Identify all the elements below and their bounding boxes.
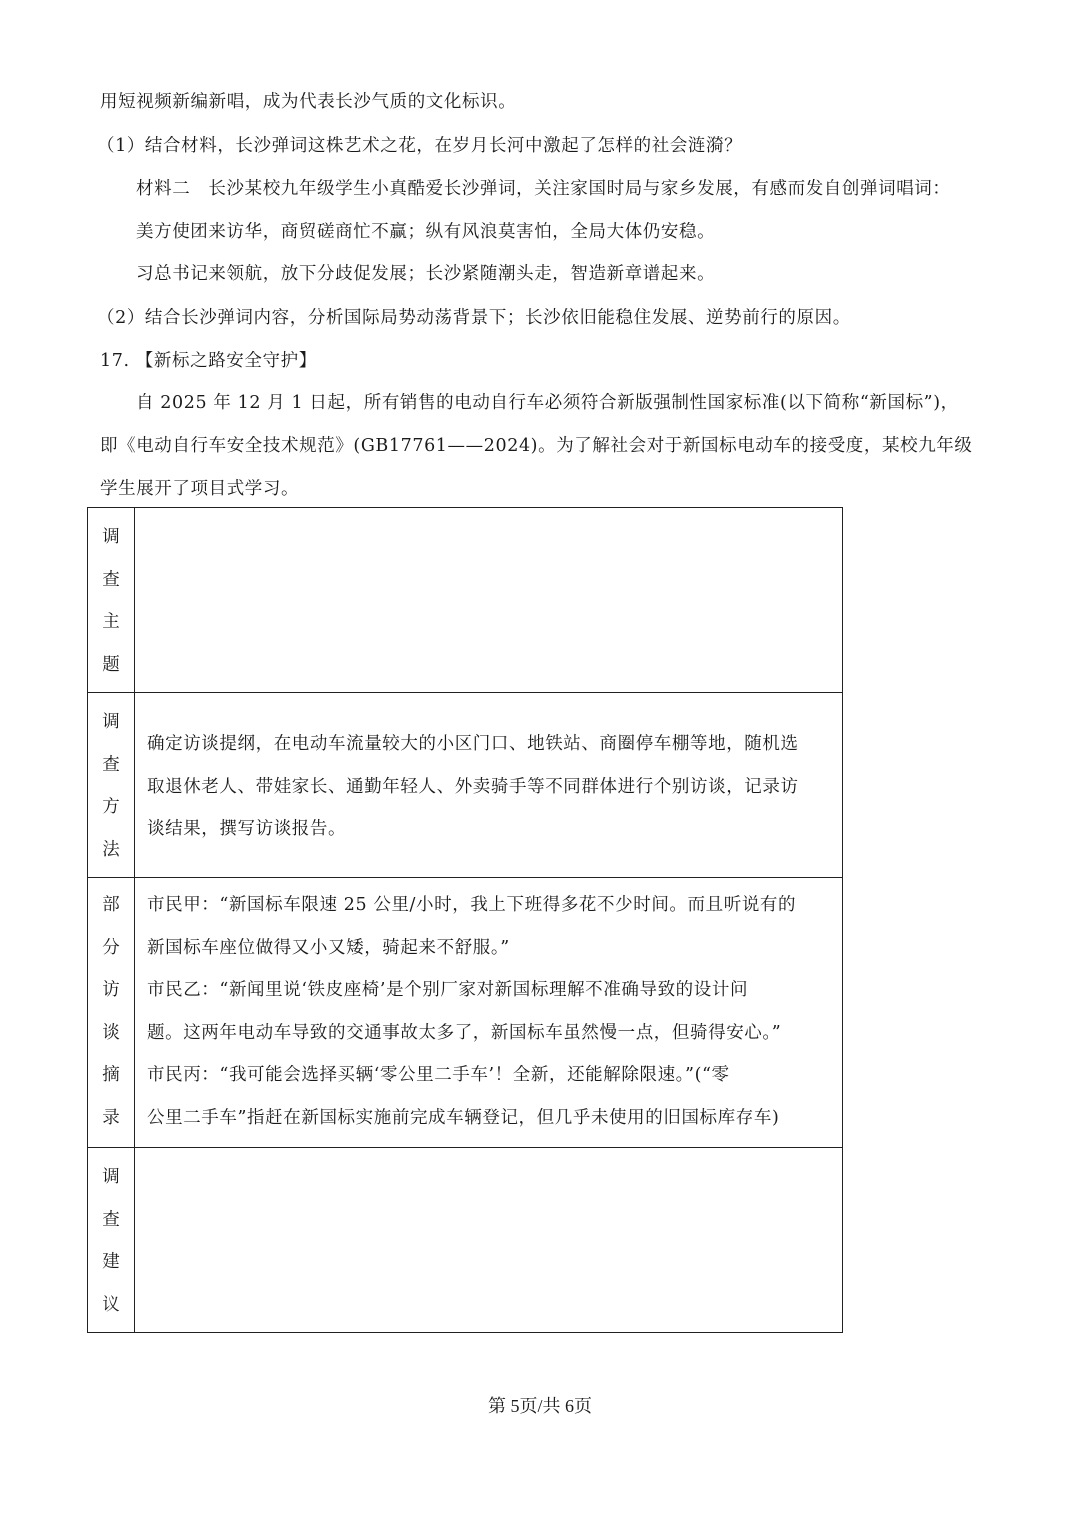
label-char: 法 bbox=[102, 839, 120, 860]
method-content-cell bbox=[135, 693, 843, 878]
intro-line-2: 即《电动自行车安全技术规范》(GB17761——2024)。为了解社会对于新国标电动车的接受度，某校九年级 bbox=[100, 436, 973, 456]
row-label-method bbox=[88, 693, 135, 878]
table-row bbox=[88, 878, 843, 1148]
label-char: 方 bbox=[102, 797, 120, 817]
excerpt-line: 公里二手车”指赶在新国标实施前完成车辆登记，但几乎未使用的旧国标库存车) bbox=[147, 1107, 780, 1128]
question-2: （2）结合长沙弹词内容，分析国际局势动荡背景下；长沙依旧能稳住发展、逆势前行的原因。 bbox=[97, 308, 851, 328]
page-number: 第 5页/共 6页 bbox=[487, 1396, 592, 1416]
intro-line-3: 学生展开了项目式学习。 bbox=[100, 479, 300, 499]
label-char: 访 bbox=[102, 980, 120, 1000]
lyric-line-1: 美方使团来访华，商贸磋商忙不赢；纵有风浪莫害怕，全局大体仍安稳。 bbox=[136, 222, 716, 242]
table-row bbox=[88, 693, 843, 878]
label-char: 摘 bbox=[102, 1065, 120, 1085]
lyric-line-2: 习总书记来领航，放下分歧促发展；长沙紧随潮头走，智造新章谱起来。 bbox=[136, 264, 716, 284]
label-char: 调 bbox=[102, 712, 120, 732]
label-char: 查 bbox=[102, 754, 120, 775]
label-char: 查 bbox=[102, 1209, 120, 1230]
method-line: 取退休老人、带娃家长、通勤年轻人、外卖骑手等不同群体进行个别访谈，记录访 bbox=[147, 776, 799, 797]
topic-answer-cell[interactable] bbox=[135, 508, 843, 693]
row-label-topic bbox=[88, 508, 135, 693]
label-char: 部 bbox=[102, 895, 120, 915]
survey-table bbox=[87, 507, 843, 1333]
label-char: 查 bbox=[102, 569, 120, 590]
suggestion-answer-cell[interactable] bbox=[135, 1148, 843, 1333]
label-char: 调 bbox=[102, 1167, 120, 1187]
excerpt-line: 新国标车座位做得又小又矮，骑起来不舒服。” bbox=[147, 937, 510, 958]
method-line: 确定访谈提纲，在电动车流量较大的小区门口、地铁站、商圈停车棚等地，随机选 bbox=[147, 734, 799, 754]
excerpt-line: 题。这两年电动车导致的交通事故太多了，新国标车虽然慢一点，但骑得安心。” bbox=[147, 1022, 782, 1043]
paragraph-continuation: 用短视频新编新唱，成为代表长沙气质的文化标识。 bbox=[100, 92, 517, 112]
row-label-excerpts bbox=[88, 878, 135, 1148]
label-char: 录 bbox=[102, 1107, 120, 1128]
label-char: 调 bbox=[102, 527, 120, 547]
excerpt-line: 市民丙：“我可能会选择买辆‘零公里二手车’！全新，还能解除限速。”(“零 bbox=[147, 1065, 730, 1085]
excerpt-line: 市民乙：“新闻里说‘铁皮座椅’是个别厂家对新国标理解不准确导致的设计问 bbox=[147, 980, 749, 1000]
label-char: 议 bbox=[102, 1294, 120, 1315]
label-char: 建 bbox=[102, 1252, 120, 1272]
table-row bbox=[88, 1148, 843, 1333]
material-2-intro: 材料二 长沙某校九年级学生小真酷爱长沙弹词，关注家国时局与家乡发展，有感而发自创弹词唱词： bbox=[136, 179, 951, 199]
excerpts-content-cell bbox=[135, 878, 843, 1148]
label-char: 谈 bbox=[102, 1022, 120, 1043]
label-char: 主 bbox=[102, 612, 120, 632]
intro-line-1: 自 2025 年 12 月 1 日起，所有销售的电动自行车必须符合新版强制性国家标准(以下简称“新国标”)， bbox=[136, 393, 959, 413]
label-char: 分 bbox=[102, 937, 120, 958]
method-line: 谈结果，撰写访谈报告。 bbox=[147, 819, 347, 839]
label-char: 题 bbox=[102, 654, 120, 675]
question-1: （1）结合材料，长沙弹词这株艺术之花，在岁月长河中激起了怎样的社会涟漪？ bbox=[97, 136, 743, 156]
question-17-title: 17. 【新标之路安全守护】 bbox=[100, 351, 317, 371]
excerpt-line: 市民甲：“新国标车限速 25 公里/小时，我上下班得多花不少时间。而且听说有的 bbox=[147, 895, 797, 915]
row-label-suggestion bbox=[88, 1148, 135, 1333]
table-row bbox=[88, 508, 843, 693]
